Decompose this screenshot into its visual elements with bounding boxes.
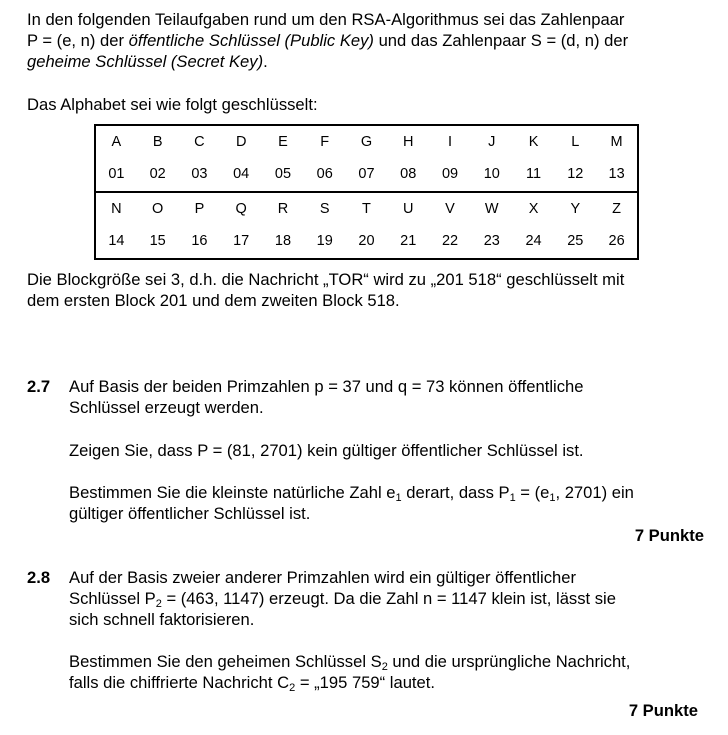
table-cell: T — [346, 192, 388, 226]
table-cell: M — [610, 133, 623, 150]
text-fragment: Schlüssel P — [69, 589, 156, 608]
table-cell: E — [278, 133, 288, 150]
table-cell: 15 — [149, 233, 166, 250]
table-cell: X — [513, 192, 555, 226]
table-cell: 11 — [526, 166, 542, 183]
table-cell: F — [320, 133, 330, 150]
table-cell: O — [137, 192, 179, 226]
table-cell: C — [194, 133, 205, 150]
table-cell: 18 — [274, 233, 292, 250]
alphabet-table — [94, 124, 639, 260]
intro-line-3b: . — [263, 52, 268, 71]
task-2-7-points: 7 Punkte — [634, 526, 704, 545]
block-line-1: Die Blockgröße sei 3, d.h. die Nachricht „TOR“ wird zu „201 518“ geschlüsselt mit — [27, 270, 625, 289]
table-cell: Y — [554, 192, 596, 226]
table-cell: 22 — [441, 233, 459, 250]
intro-line-1: In den folgenden Teilaufgaben rund um den RSA-Algorithmus sei das Zahlenpaar — [27, 10, 625, 29]
table-cell: H — [403, 133, 414, 150]
table-cell: 05 — [274, 166, 292, 183]
alphabet-row-codes-2 — [95, 226, 638, 260]
table-cell: 02 — [149, 166, 166, 183]
text-fragment: = (463, 1147) erzeugt. Da die Zahl n = 1147 klein ist, lässt sie — [161, 589, 616, 608]
subscript: 2 — [381, 661, 388, 673]
task-2-7-line-5: gültiger öffentlicher Schlüssel ist. — [69, 504, 311, 523]
task-2-7-line-2: Schlüssel erzeugt werden. — [69, 398, 264, 417]
task-2-7-line-1: Auf Basis der beiden Primzahlen p = 37 und q = 73 können öffentliche — [69, 377, 584, 396]
table-cell: D — [235, 133, 247, 150]
intro-paragraph — [27, 9, 717, 72]
table-cell: 03 — [191, 166, 208, 183]
table-cell: K — [528, 133, 539, 150]
text-fragment: und die ursprüngliche Nachricht, — [387, 652, 631, 671]
table-cell: 04 — [233, 166, 250, 183]
task-2-8-intro — [69, 567, 719, 630]
table-cell: Q — [220, 192, 262, 226]
table-cell: U — [387, 192, 429, 226]
text-fragment: Bestimmen Sie den geheimen Schlüssel S — [69, 652, 382, 671]
table-cell: 26 — [608, 233, 625, 250]
text-fragment: , 2701) ein — [555, 483, 634, 502]
text-fragment: falls die chiffrierte Nachricht C — [69, 673, 290, 692]
subscript: 2 — [155, 598, 162, 610]
table-cell: 25 — [567, 233, 584, 250]
table-cell: N — [95, 192, 137, 226]
table-cell: 17 — [233, 233, 250, 250]
table-cell: 19 — [316, 233, 333, 250]
alphabet-row-letters-2 — [95, 192, 638, 226]
intro-line-2a: P = (e, n) der — [27, 31, 129, 50]
task-number-2-8: 2.8 — [27, 568, 51, 587]
table-cell: 20 — [358, 233, 375, 250]
table-cell: 01 — [108, 166, 125, 183]
task-2-8-question — [69, 651, 719, 693]
text-fragment: = „195 759“ lautet. — [295, 673, 435, 692]
table-cell: Z — [596, 192, 638, 226]
table-cell: 06 — [316, 166, 333, 183]
table-cell: W — [471, 192, 513, 226]
table-cell: 24 — [525, 233, 542, 250]
table-cell: 13 — [608, 166, 625, 183]
table-cell: S — [304, 192, 346, 226]
table-cell: 16 — [191, 233, 208, 250]
table-cell: I — [447, 133, 453, 150]
table-cell: G — [360, 133, 373, 150]
intro-line-2c: und das Zahlenpaar S = (d, n) der — [373, 31, 629, 50]
task-2-7-line-3: Zeigen Sie, dass P = (81, 2701) kein gültiger öffentlicher Schlüssel ist. — [69, 441, 584, 460]
table-cell: 09 — [441, 166, 459, 183]
secret-key-term: geheime Schlüssel (Secret Key) — [27, 52, 264, 71]
table-cell: 21 — [400, 233, 417, 250]
table-cell: P — [179, 192, 221, 226]
task-2-8-line-3: sich schnell faktorisieren. — [69, 610, 255, 629]
table-cell: V — [429, 192, 471, 226]
subscript: 2 — [289, 682, 296, 694]
subscript: 1 — [509, 492, 516, 504]
alphabet-intro: Das Alphabet sei wie folgt geschlüsselt: — [27, 95, 318, 114]
table-cell: 08 — [400, 166, 417, 183]
block-size-paragraph — [27, 269, 717, 311]
text-fragment: Bestimmen Sie die kleinste natürliche Zahl e — [69, 483, 396, 502]
text-fragment: = (e — [515, 483, 550, 502]
subscript: 1 — [395, 492, 402, 504]
table-cell: 14 — [108, 233, 125, 250]
task-number-2-7: 2.7 — [27, 377, 51, 396]
table-cell: L — [571, 133, 580, 150]
table-cell: 23 — [483, 233, 500, 250]
alphabet-row-letters-1 — [95, 125, 638, 159]
table-cell: 10 — [483, 166, 500, 183]
task-2-8-line-1: Auf der Basis zweier anderer Primzahlen wird ein gültiger öffentlicher — [69, 568, 576, 587]
block-line-2: dem ersten Block 201 und dem zweiten Block 518. — [27, 291, 400, 310]
task-2-7-question — [69, 482, 719, 524]
subscript: 1 — [549, 492, 556, 504]
table-cell: 12 — [567, 166, 584, 183]
table-cell: J — [488, 133, 496, 150]
table-cell: A — [111, 133, 122, 150]
task-2-7-intro — [69, 376, 719, 418]
table-cell: R — [262, 192, 304, 226]
table-cell: 07 — [358, 166, 375, 183]
table-cell: B — [152, 133, 163, 150]
public-key-term: öffentliche Schlüssel (Public Key) — [128, 31, 374, 50]
alphabet-row-codes-1 — [95, 159, 638, 193]
task-2-8-points: 7 Punkte — [628, 701, 698, 720]
text-fragment: derart, dass P — [401, 483, 510, 502]
